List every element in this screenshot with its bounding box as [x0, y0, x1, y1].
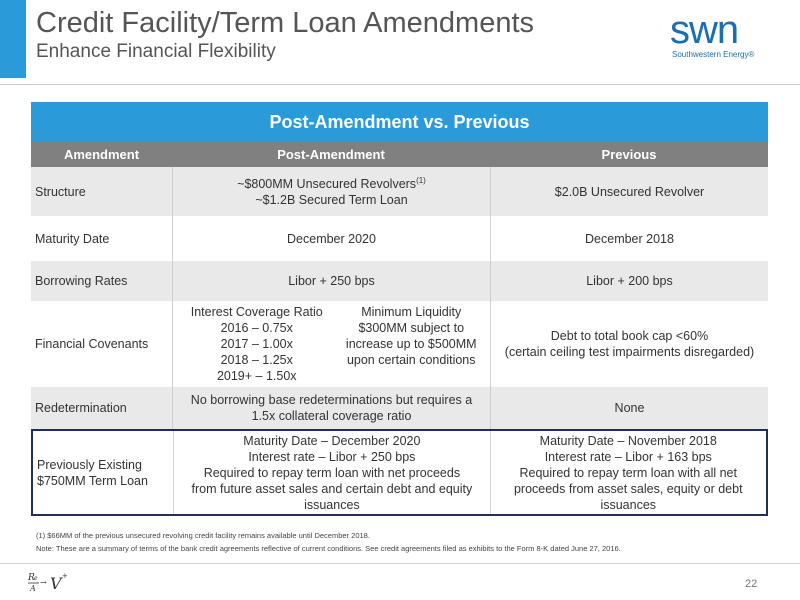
- previous-line: Debt to total book cap <60%: [550, 329, 709, 343]
- previous-line: proceeds from asset sales, equity or debt: [513, 481, 743, 496]
- table-row-redetermination: [31, 387, 768, 429]
- table-row-maturity-date: [31, 216, 768, 261]
- post-line: Maturity Date – December 2020: [243, 433, 421, 448]
- previous-line: Maturity Date – November 2018: [539, 433, 717, 448]
- post-line: from future asset sales and certain debt and equity: [191, 481, 473, 496]
- column-header-amendment: Amendment: [63, 147, 140, 162]
- row-label: Borrowing Rates: [35, 274, 128, 288]
- post-amendment-cell: [172, 387, 490, 429]
- footnote-1: (1) $66MM of the previous unsecured revolving credit facility remains available until December 2018.: [36, 531, 370, 540]
- svg-text:e: e: [34, 575, 38, 582]
- covenant-line: 2017 – 1.00x: [220, 337, 293, 351]
- svg-text:+: +: [62, 572, 68, 580]
- previous-line: Interest rate – Libor + 163 bps: [544, 449, 712, 464]
- page-subtitle: Enhance Financial Flexibility: [36, 41, 276, 62]
- covenant-line: Minimum Liquidity: [361, 305, 462, 319]
- header-divider: [0, 84, 800, 85]
- post-amendment-cell: [173, 431, 489, 514]
- page-number: 22: [745, 578, 758, 590]
- row-label: Financial Covenants: [35, 337, 149, 351]
- structure-revolvers: ~$800MM Unsecured Revolvers: [237, 176, 417, 191]
- row-label: Redetermination: [35, 401, 127, 415]
- post-line: issuances: [304, 497, 360, 512]
- company-logo: [670, 8, 780, 66]
- row-label: [33, 431, 173, 514]
- page-title: Credit Facility/Term Loan Amendments: [36, 7, 535, 39]
- table-row-borrowing-rates: [31, 261, 768, 301]
- svg-text:A: A: [30, 584, 36, 593]
- covenant-line: Interest Coverage Ratio: [190, 305, 323, 319]
- post-line: 1.5x collateral coverage ratio: [251, 409, 412, 423]
- post-line: No borrowing base redeterminations but requires a: [190, 393, 473, 407]
- minimum-liquidity-list: [336, 304, 486, 368]
- footer-formula-icon: [26, 569, 70, 595]
- covenant-line: 2019+ – 1.50x: [216, 369, 297, 383]
- table-row-structure: [31, 167, 768, 216]
- logo-tagline: Southwestern Energy®: [672, 50, 755, 59]
- column-header-previous: Previous: [601, 147, 657, 162]
- comparison-table: [31, 102, 768, 516]
- footnote-note: Note: These are a summary of terms of the bank credit agreements reflective of current conditions. See credit agreements filed as exhibits to the Form 8-K dated June 27, 2016.: [36, 544, 621, 553]
- post-amendment-cell: December 2020: [172, 216, 490, 261]
- covenant-line: increase up to $500MM: [345, 337, 477, 351]
- previous-cell: $2.0B Unsecured Revolver: [490, 167, 768, 216]
- footnote-marker: (1): [416, 175, 426, 185]
- interest-coverage-list: [177, 304, 336, 384]
- column-header-post-amendment: Post-Amendment: [277, 147, 385, 162]
- table-banner: Post-Amendment vs. Previous: [31, 102, 768, 142]
- footer-divider: [0, 563, 800, 564]
- post-amendment-cell: [172, 167, 490, 216]
- covenant-line: 2018 – 1.25x: [220, 353, 293, 367]
- post-amendment-cell: [172, 301, 490, 387]
- table-header-row: [31, 142, 768, 167]
- svg-text:R: R: [28, 573, 35, 583]
- covenant-line: upon certain conditions: [346, 353, 476, 367]
- svg-text:V: V: [50, 574, 62, 593]
- previous-line: (certain ceiling test impairments disregarded): [504, 345, 755, 359]
- row-label: Structure: [35, 184, 86, 199]
- logo-wordmark: swn: [670, 8, 739, 52]
- header-accent-bar: [0, 0, 26, 78]
- row-label-line: Previously Existing: [37, 457, 142, 472]
- structure-term-loan: ~$1.2B Secured Term Loan: [255, 192, 408, 207]
- post-amendment-cell: Libor + 250 bps: [172, 261, 490, 301]
- covenant-line: $300MM subject to: [358, 321, 465, 335]
- previous-cell: Libor + 200 bps: [490, 261, 768, 301]
- previous-line: Required to repay term loan with all net: [519, 465, 737, 480]
- table-row-financial-covenants: [31, 301, 768, 387]
- previous-cell: December 2018: [490, 216, 768, 261]
- post-line: Interest rate – Libor + 250 bps: [248, 449, 416, 464]
- previous-cell: None: [490, 387, 768, 429]
- table-row-term-loan: [31, 429, 768, 516]
- post-line: Required to repay term loan with net proceeds: [203, 465, 461, 480]
- previous-line: issuances: [600, 497, 657, 512]
- previous-cell: [490, 301, 768, 387]
- covenant-line: 2016 – 0.75x: [220, 321, 293, 335]
- previous-cell: [490, 431, 766, 514]
- svg-text:→: →: [40, 578, 47, 587]
- row-label: Maturity Date: [35, 231, 110, 246]
- row-label-line: $750MM Term Loan: [37, 473, 148, 488]
